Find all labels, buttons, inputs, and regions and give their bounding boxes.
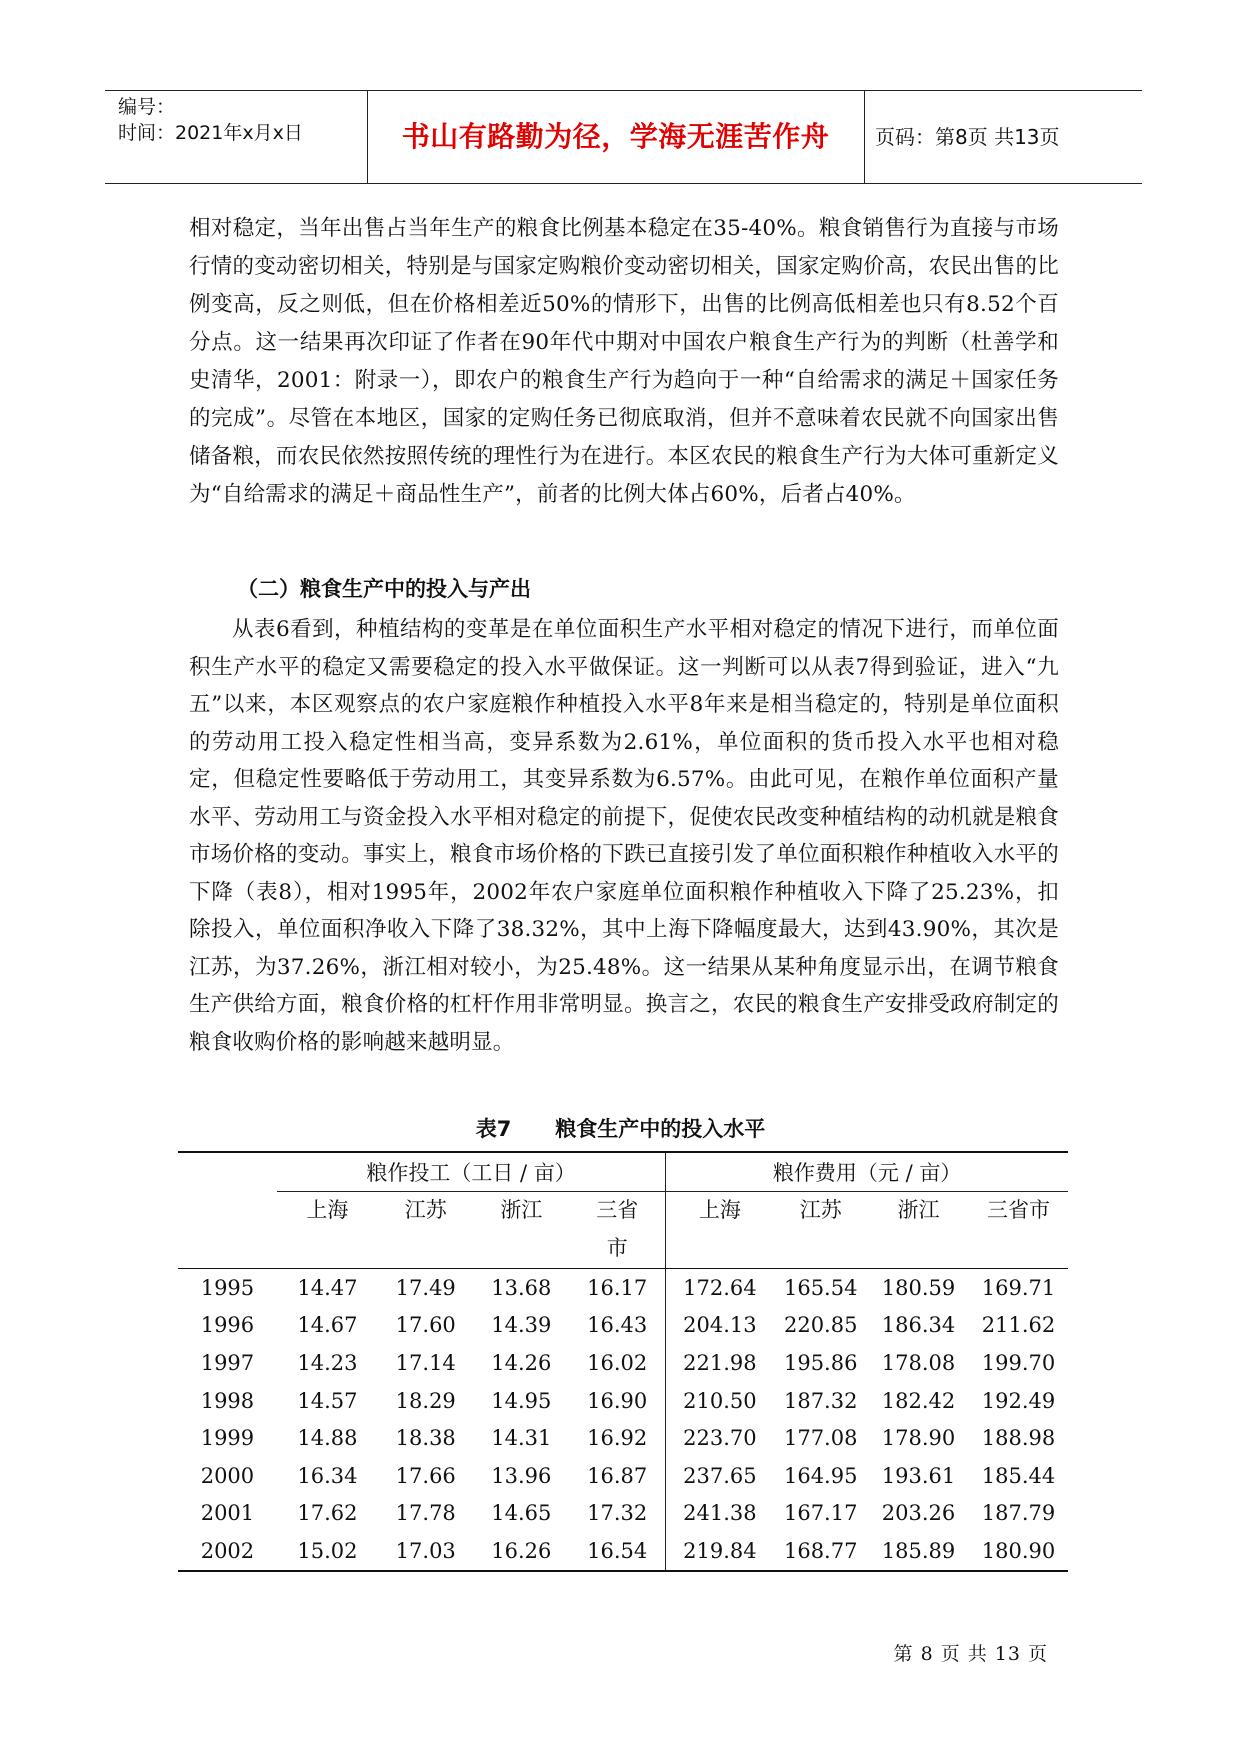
cost-cell: 180.59 [881, 1275, 956, 1300]
table-row [178, 1382, 1068, 1420]
labor-cell: 16.02 [569, 1344, 666, 1382]
table-subheader-row [178, 1232, 1068, 1269]
table-row [178, 1307, 1068, 1345]
cost-cell: 165.54 [783, 1275, 858, 1300]
labor-cell: 18.29 [395, 1388, 456, 1413]
labor-cell: 17.49 [395, 1275, 456, 1300]
section-heading: （二）粮食生产中的投入与产出 [237, 577, 531, 601]
labor-cell: 14.88 [297, 1426, 358, 1451]
cost-cell: 223.70 [683, 1426, 757, 1451]
cost-cell: 186.34 [881, 1313, 956, 1338]
table-row [178, 1495, 1068, 1533]
input-level-table [178, 1151, 1068, 1572]
labor-cell: 17.60 [395, 1313, 456, 1338]
labor-cell: 16.34 [297, 1463, 358, 1488]
page-header [105, 90, 1142, 184]
labor-cell: 15.02 [277, 1532, 378, 1571]
labor-cell: 17.78 [395, 1501, 456, 1526]
labor-cell: 16.87 [569, 1457, 666, 1495]
labor-cell: 14.39 [491, 1313, 552, 1338]
number-label: 编号： [118, 96, 176, 118]
year-cell: 2001 [200, 1501, 255, 1526]
labor-cell: 14.67 [297, 1313, 358, 1338]
cost-cell: 211.62 [981, 1313, 1056, 1338]
cost-cell: 237.65 [683, 1463, 757, 1488]
cost-cell: 204.13 [683, 1313, 757, 1338]
cost-cell: 203.26 [881, 1501, 956, 1526]
paragraph-block [189, 611, 1059, 1061]
column-header: 三省市 [987, 1198, 1051, 1222]
cost-cell: 210.50 [683, 1388, 757, 1413]
cost-cell: 241.38 [683, 1501, 757, 1526]
table-row [178, 1344, 1068, 1382]
column-header: 浙江 [897, 1198, 940, 1222]
cost-cell: 168.77 [773, 1532, 867, 1571]
column-header: 江苏 [799, 1198, 842, 1222]
labor-cell: 13.68 [491, 1275, 552, 1300]
cost-cell: 199.70 [981, 1350, 1056, 1375]
year-cell: 2002 [178, 1532, 277, 1571]
page-footer: 第 8 页 共 13 页 [893, 1643, 1048, 1665]
header-page-number: 页码：第8页 共13页 [875, 125, 1060, 149]
labor-cell: 14.47 [297, 1275, 358, 1300]
table-row [178, 1532, 1068, 1571]
table-group-header-row [178, 1152, 1068, 1192]
column-header: 上海 [698, 1198, 741, 1222]
year-cell: 1995 [200, 1275, 255, 1300]
paragraph: 相对稳定，当年出售占当年生产的粮食比例基本稳定在35-40%。粮食销售行为直接与市场行情的变动密切相关，特别是与国家定购粮价变动密切相关，国家定购价高，农民出售的比例变高，反之则低，但在价格相差近50%的情形下，出售的比例高低相差也只有8.52个百分点。这一结果再次印证了作者在90年代中期对中国农户粮食生产行为的判断（杜善学和史清华，2001：附录一），即农户的粮食生产行为趋向于一种“自给需求的满足＋国家任务的完成”。尽管在本地区，国家的定购任务已彻底取消，但并不意味着农民就不向国家出售储备粮，而农民依然按照传统的理性行为在进行。本区农民的粮食生产行为大体可重新定义为“自给需求的满足＋商品性生产”，前者的比例大体占60%，后者占40%。 [189, 216, 1059, 507]
year-cell: 1997 [200, 1350, 255, 1375]
cost-cell: 172.64 [683, 1275, 757, 1300]
paragraph: 从表6看到，种植结构的变革是在单位面积生产水平相对稳定的情况下进行，而单位面积生产水平的稳定又需要稳定的投入水平做保证。这一判断可以从表7得到验证，进入“九五”以来，本区观察点的农户家庭粮作种植投入水平8年来是相当稳定的，特别是单位面积的劳动用工投入稳定性相当高，变异系数为2.61%，单位面积的货币投入水平也相对稳定，但稳定性要略低于劳动用工，其变异系数为6.57%。由此可见，在粮作单位面积产量水平、劳动用工与资金投入水平相对稳定的前提下，促使农民改变种植结构的动机就是粮食市场价格的变动。事实上，粮食市场价格的下跌已直接引发了单位面积粮作种植收入水平的下降（表8），相对1995年，2002年农户家庭单位面积粮作种植收入下降了25.23%，扣除投入，单位面积净收入下降了38.32%，其中上海下降幅度最大，达到43.90%，其次是江苏，为37.26%，浙江相对较小，为25.48%。这一结果从某种角度显示出，在调节粮食生产供给方面，粮食价格的杠杆作用非常明显。换言之，农民的粮食生产安排受政府制定的粮食收购价格的影响越来越明显。 [189, 617, 1059, 1055]
cost-cell: 192.49 [981, 1388, 1056, 1413]
labor-group-header: 粮作投工（工日 / 亩） [277, 1152, 666, 1192]
labor-cell: 16.90 [569, 1382, 666, 1420]
labor-cell: 16.43 [569, 1307, 666, 1345]
paragraph-block [189, 210, 1059, 514]
labor-cell: 14.57 [297, 1388, 358, 1413]
cost-cell: 178.08 [881, 1350, 956, 1375]
column-header: 上海 [306, 1198, 349, 1222]
labor-cell: 14.31 [491, 1426, 552, 1451]
cost-cell: 187.32 [783, 1388, 858, 1413]
cost-cell: 188.98 [981, 1426, 1056, 1451]
cost-cell: 195.86 [783, 1350, 858, 1375]
labor-cell: 16.92 [569, 1419, 666, 1457]
labor-cell: 17.62 [297, 1501, 358, 1526]
cost-cell: 185.44 [981, 1463, 1056, 1488]
cost-cell: 177.08 [783, 1426, 858, 1451]
cost-cell: 164.95 [783, 1463, 858, 1488]
labor-cell: 16.54 [569, 1532, 666, 1571]
labor-cell: 17.03 [378, 1532, 474, 1571]
table-row [178, 1419, 1068, 1457]
table-subheader-row [178, 1192, 1068, 1233]
cost-cell: 220.85 [783, 1313, 858, 1338]
table-row [178, 1457, 1068, 1495]
column-header: 市 [569, 1232, 666, 1269]
cost-cell: 167.17 [783, 1501, 858, 1526]
header-divider [864, 91, 865, 183]
labor-cell: 17.32 [569, 1495, 666, 1533]
header-motto: 书山有路勤为径，学海无涯苦作舟 [401, 120, 830, 153]
cost-group-header: 粮作费用（元 / 亩） [666, 1152, 1068, 1192]
cost-cell: 187.79 [981, 1501, 1056, 1526]
cost-cell: 182.42 [881, 1388, 956, 1413]
cost-cell: 193.61 [881, 1463, 956, 1488]
table-caption: 表7 粮食生产中的投入水平 [475, 1117, 766, 1141]
labor-cell: 18.38 [395, 1426, 456, 1451]
labor-cell: 16.17 [569, 1269, 666, 1307]
labor-cell: 13.96 [491, 1463, 552, 1488]
labor-cell: 14.95 [491, 1388, 552, 1413]
labor-cell: 16.26 [474, 1532, 570, 1571]
table-corner-cell [178, 1152, 277, 1192]
cost-cell: 221.98 [683, 1350, 757, 1375]
column-header: 浙江 [500, 1198, 543, 1222]
table-row [178, 1269, 1068, 1307]
year-cell: 1999 [200, 1426, 255, 1451]
cost-cell: 178.90 [881, 1426, 956, 1451]
cost-cell: 219.84 [666, 1532, 774, 1571]
header-meta [118, 91, 363, 183]
cost-cell: 185.89 [868, 1532, 969, 1571]
year-cell: 1998 [200, 1388, 255, 1413]
year-cell: 1996 [200, 1313, 255, 1338]
cost-cell: 180.90 [969, 1532, 1068, 1571]
cost-cell: 169.71 [981, 1275, 1056, 1300]
labor-cell: 17.14 [395, 1350, 456, 1375]
time-label: 时间：2021年x月x日 [118, 122, 303, 144]
year-cell: 2000 [200, 1463, 255, 1488]
column-header: 三省 [569, 1192, 666, 1233]
labor-cell: 17.66 [395, 1463, 456, 1488]
labor-cell: 14.23 [297, 1350, 358, 1375]
labor-cell: 14.26 [491, 1350, 552, 1375]
column-header: 江苏 [404, 1198, 447, 1222]
labor-cell: 14.65 [491, 1501, 552, 1526]
